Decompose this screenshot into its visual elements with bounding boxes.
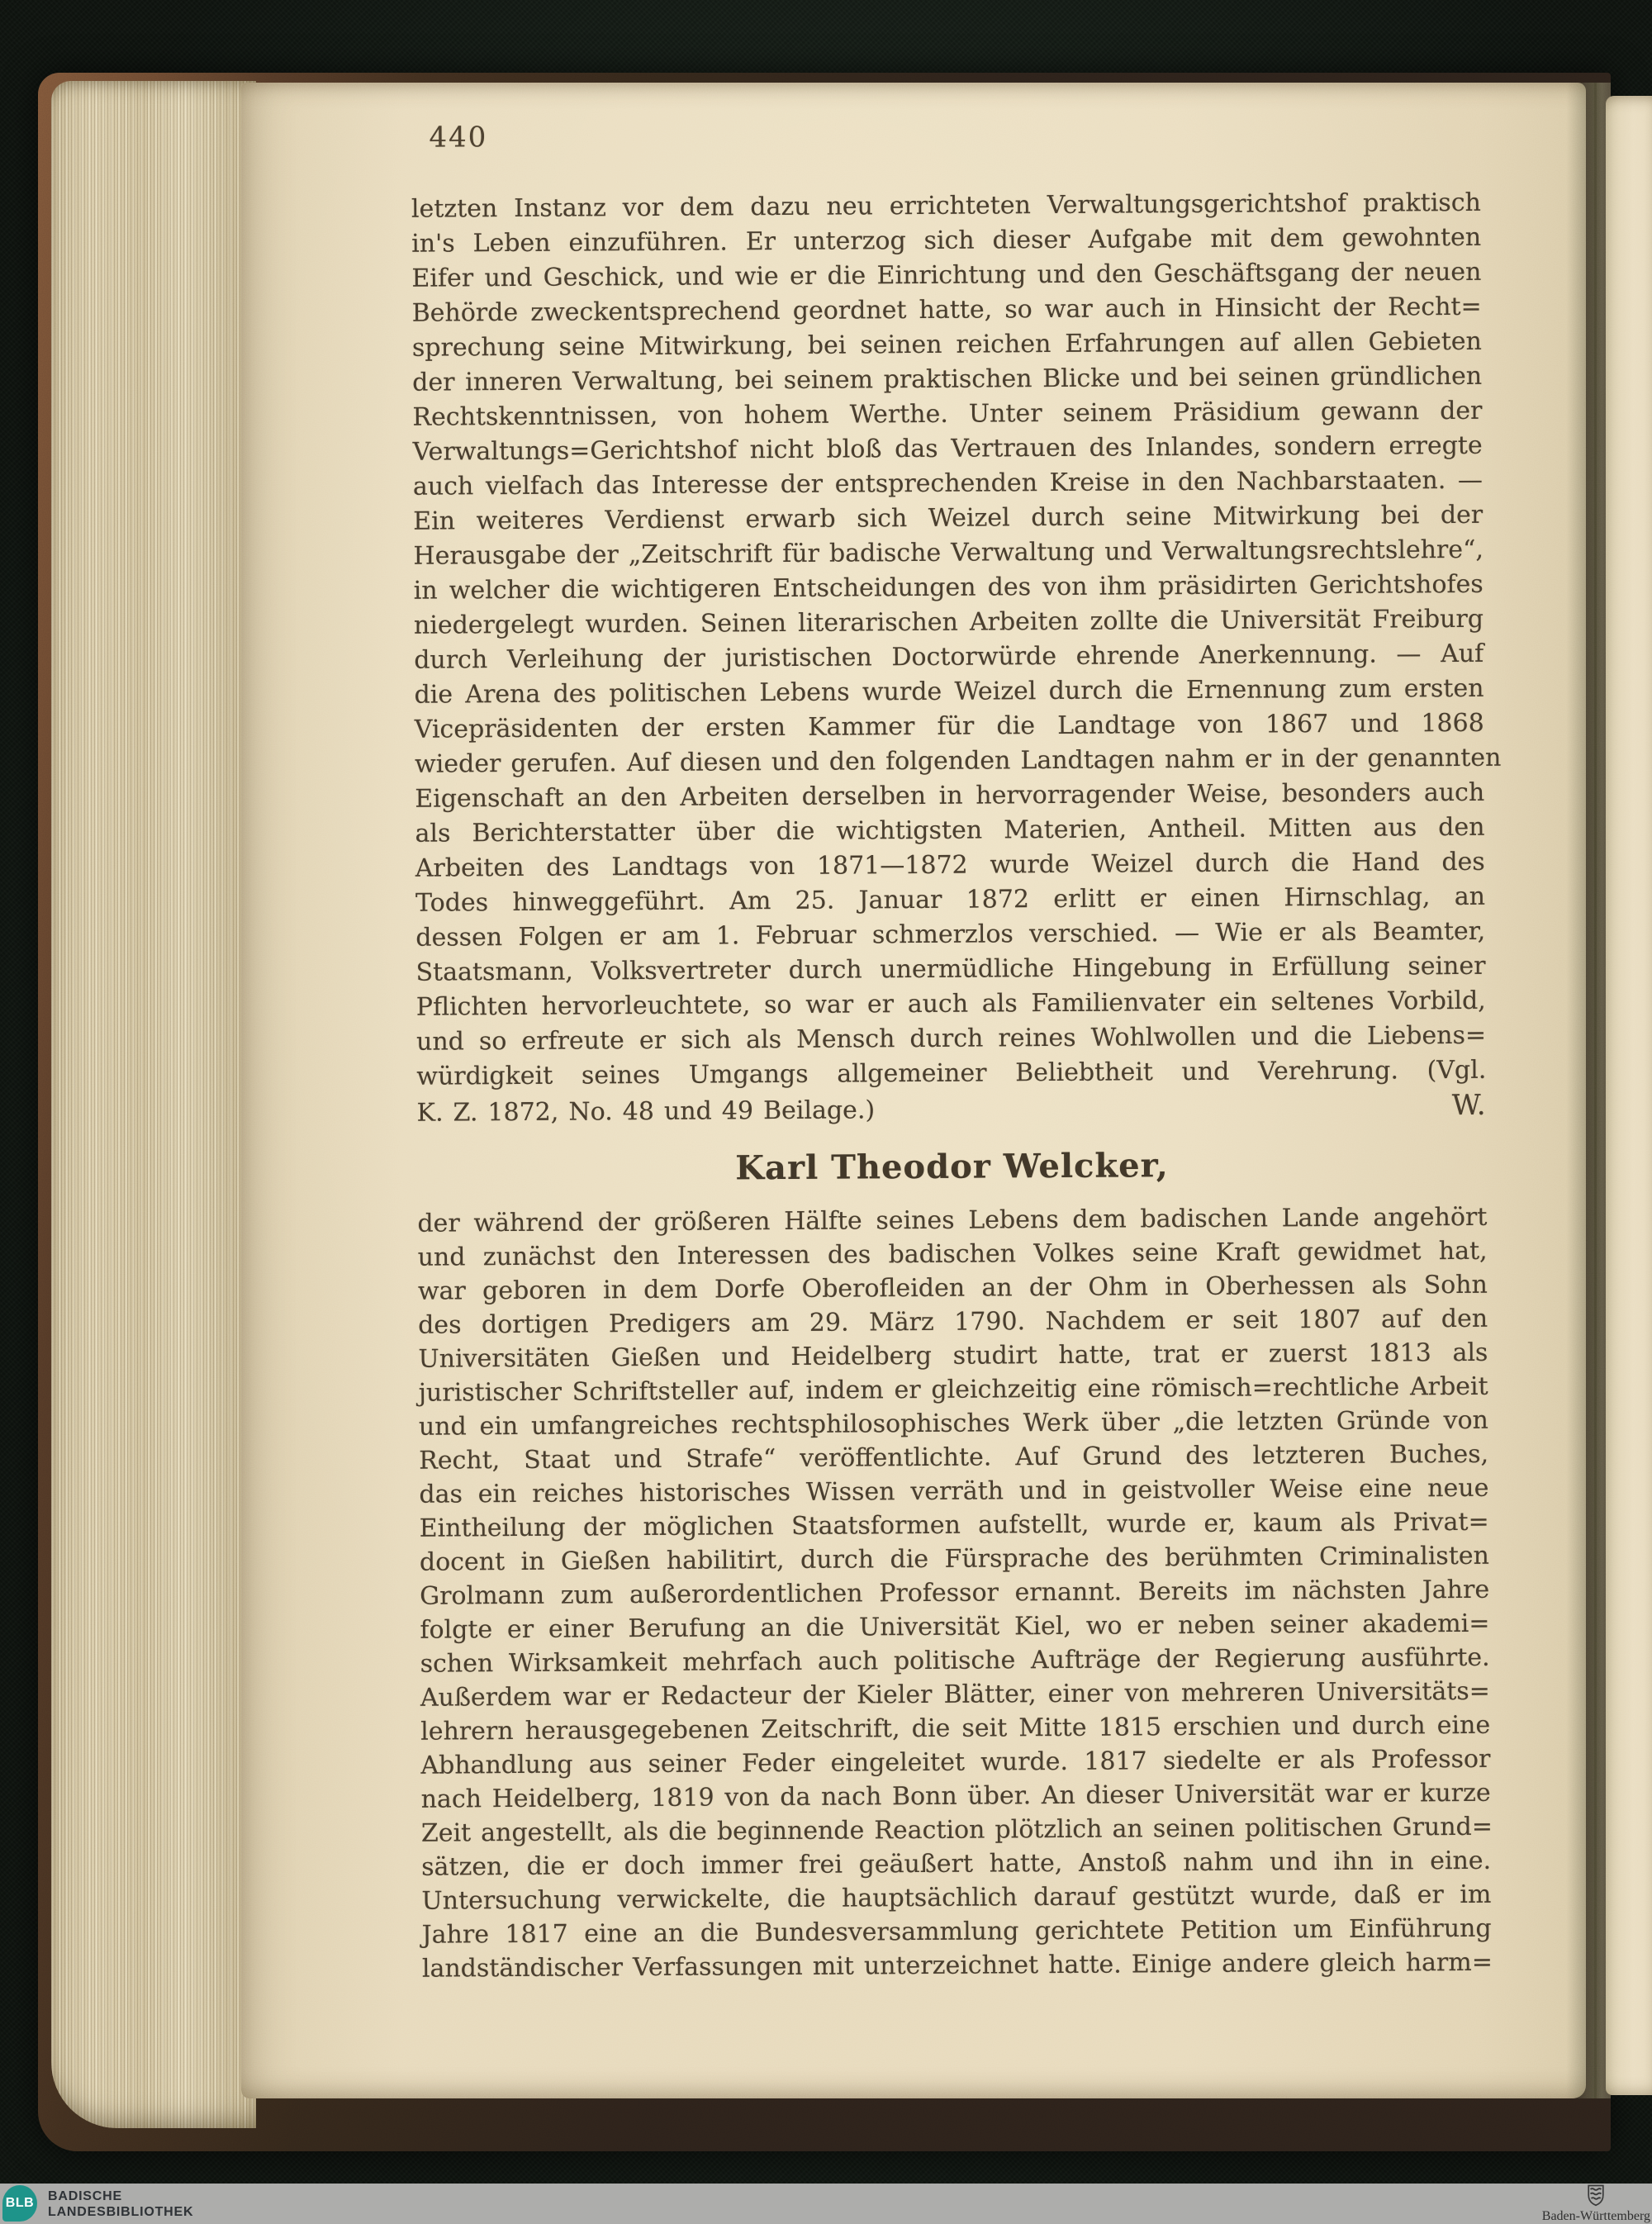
paragraph-lines: [411, 186, 1502, 1095]
library-name-line1: BADISCHE: [48, 2189, 122, 2203]
page-text-column: [411, 80, 1502, 2103]
text-line: Rechtskenntnissen, von hohem Werthe. Unter seinem Präsidium gewann der: [412, 396, 1483, 432]
facing-page-edge: [1606, 96, 1652, 2095]
text-line: Untersuchung verwickelte, die hauptsächlich darauf gestützt wurde, daß er im: [421, 1879, 1492, 1916]
text-line: landständischer Verfassungen mit unterzeichnet hatte. Einige andere gleich harm=: [421, 1947, 1493, 1984]
text-line: Abhandlung aus seiner Feder eingeleitet wurde. 1817 siedelte er als Professor: [420, 1744, 1491, 1780]
text-line: letzten Instanz vor dem dazu neu errichteten Verwaltungsgerichtshof praktisch: [411, 188, 1482, 224]
citation-and-signature-row: [416, 1088, 1486, 1131]
text-line: Recht, Staat und Strafe“ veröffentlichte. Auf Grund des letzteren Buches,: [419, 1439, 1489, 1476]
text-line: Jahre 1817 eine an die Bundesversammlung gerichtete Petition um Einführung: [421, 1913, 1492, 1950]
text-line: schen Wirksamkeit mehrfach auch politische Aufträge der Regierung ausführte.: [420, 1642, 1490, 1679]
text-line: nach Heidelberg, 1819 von da nach Bonn über. An dieser Universität war er kurze: [420, 1778, 1491, 1814]
text-line: durch Verleihung der juristischen Doctorwürde ehrende Anerkennung. — Auf: [414, 639, 1484, 675]
book-gutter-shadow: [1566, 83, 1611, 2098]
text-line: folgte er einer Berufung an die Universität Kiel, wo er neben seiner akademi=: [420, 1609, 1490, 1645]
text-line: Arbeiten des Landtags von 1871—1872 wurde Weizel durch die Hand des: [415, 847, 1485, 883]
paragraph-weizel-obituary: [411, 186, 1502, 1131]
text-line: wieder gerufen. Auf diesen und den folgenden Landtagen nahm er in der genannten: [414, 743, 1502, 779]
article-heading: Karl Theodor Welcker,: [735, 1146, 1169, 1188]
text-line: in welcher die wichtigeren Entscheidungen des von ihm präsidirten Gerichtshofes: [413, 569, 1483, 606]
paragraph-welcker-biography: [417, 1200, 1492, 1986]
text-line: Behörde zweckentsprechend geordnet hatte, so war auch in Hinsicht der Recht=: [411, 292, 1482, 328]
text-line: des dortigen Predigers am 29. März 1790. Nachdem er seit 1807 auf den: [418, 1304, 1488, 1340]
text-line: die Arena des politischen Lebens wurde Weizel durch die Ernennung zum ersten: [414, 673, 1484, 710]
text-line: in's Leben einzuführen. Er unterzog sich dieser Aufgabe mit dem gewohnten: [411, 222, 1482, 259]
text-line: dessen Folgen er am 1. Februar schmerzlos verschied. — Wie er als Beamter,: [415, 916, 1486, 953]
text-line: würdigkeit seines Umgangs allgemeiner Beliebtheit und Verehrung. (Vgl.: [416, 1055, 1487, 1091]
citation-text: K. Z. 1872, No. 48 und 49 Beilage.): [416, 1095, 876, 1128]
text-line: Verwaltungs=Gerichtshof nicht bloß das Vertrauen des Inlandes, sondern erregte: [412, 430, 1483, 467]
text-line: niedergelegt wurden. Seinen literarischen Arbeiten zollte die Universität Freiburg: [413, 604, 1484, 640]
text-line: war geboren in dem Dorfe Oberofleiden an der Ohm in Oberhessen als Sohn: [417, 1270, 1488, 1306]
paragraph-lines: [417, 1200, 1492, 1986]
state-name: Baden-Württemberg: [1541, 2209, 1650, 2223]
text-line: docent in Gießen habilitirt, durch die Fürsprache des berühmten Criminalisten: [419, 1541, 1490, 1577]
text-line: Todes hinweggeführt. Am 25. Januar 1872 erlitt er einen Hirnschlag, an: [415, 882, 1486, 918]
library-name-line2: LANDESBIBLIOTHEK: [48, 2205, 194, 2219]
text-line: Herausgabe der „Zeitschrift für badische Verwaltung und Verwaltungsrechtslehre“,: [413, 535, 1484, 571]
text-line: sprechung seine Mitwirkung, bei seinen reichen Erfahrungen auf allen Gebieten: [411, 326, 1483, 363]
text-line: der inneren Verwaltung, bei seinem praktischen Blicke und bei seinen gründlichen: [412, 361, 1483, 397]
text-line: Ein weiteres Verdienst erwarb sich Weizel durch seine Mitwirkung bei der: [413, 500, 1483, 536]
baden-wuerttemberg-coat-of-arms-icon: [1588, 2184, 1604, 2207]
text-line: und so erfreute er sich als Mensch durch reines Wohlwollen und die Liebens=: [415, 1020, 1487, 1057]
text-line: das ein reiches historisches Wissen verräth und in geistvoller Weise eine neue: [419, 1473, 1489, 1509]
text-line: Eigenschaft an den Arbeiten derselben in hervorragender Weise, besonders auch: [415, 777, 1485, 814]
text-line: Zeit angestellt, als die beginnende Reaction plötzlich an seinen politischen Grund=: [420, 1812, 1493, 1848]
library-name: [48, 2188, 193, 2220]
author-initial: W.: [1451, 1088, 1487, 1123]
page-number: 440: [429, 121, 488, 154]
text-line: als Berichterstatter über die wichtigsten Materien, Antheil. Mitten aus den: [415, 812, 1485, 848]
text-line: der während der größeren Hälfte seines Lebens dem badischen Lande angehört: [417, 1202, 1488, 1238]
text-line: juristischer Schriftsteller auf, indem er gleichzeitig eine römisch=rechtliche Arbeit: [418, 1371, 1488, 1408]
book-gutter-crease: [1594, 83, 1597, 2098]
text-line: Vicepräsidenten der ersten Kammer für die Landtage von 1867 und 1868: [414, 708, 1484, 744]
text-line: Grolmann zum außerordentlichen Professor ernannt. Bereits im nächsten Jahre: [420, 1575, 1490, 1611]
library-footer-bar: [0, 2184, 1652, 2224]
text-line: und ein umfangreiches rechtsphilosophisches Werk über „die letzten Gründe von: [418, 1405, 1489, 1442]
text-line: sätzen, die er doch immer frei geäußert hatte, Anstoß nahm und ihn in eine.: [421, 1846, 1492, 1882]
blb-logo-icon: BLB: [2, 2185, 37, 2222]
text-line: und zunächst den Interessen des badischen Volkes seine Kraft gewidmet hat,: [417, 1236, 1488, 1272]
text-line: lehrern herausgegebenen Zeitschrift, die seit Mitte 1815 erschien und durch eine: [420, 1710, 1491, 1746]
text-line: Staatsmann, Volksvertreter durch unermüdliche Hingebung in Erfüllung seiner: [415, 951, 1486, 987]
text-line: Eintheilung der möglichen Staatsformen aufstellt, wurde er, kaum als Privat=: [419, 1507, 1489, 1543]
text-line: auch vielfach das Interesse der entsprechenden Kreise in den Nachbarstaaten. —: [412, 465, 1483, 501]
state-branding: [1542, 2184, 1650, 2223]
book-page-stack-fore-edge: [51, 81, 256, 2128]
text-line: Universitäten Gießen und Heidelberg studirt hatte, trat er zuerst 1813 als: [418, 1338, 1488, 1374]
text-line: Pflichten hervorleuchtete, so war er auch als Familienvater ein seltenes Vorbild,: [415, 986, 1486, 1022]
text-line: Außerdem war er Redacteur der Kieler Blätter, einer von mehreren Universitäts=: [420, 1676, 1491, 1713]
text-line: Eifer und Geschick, und wie er die Einrichtung und den Geschäftsgang der neuen: [411, 257, 1482, 293]
